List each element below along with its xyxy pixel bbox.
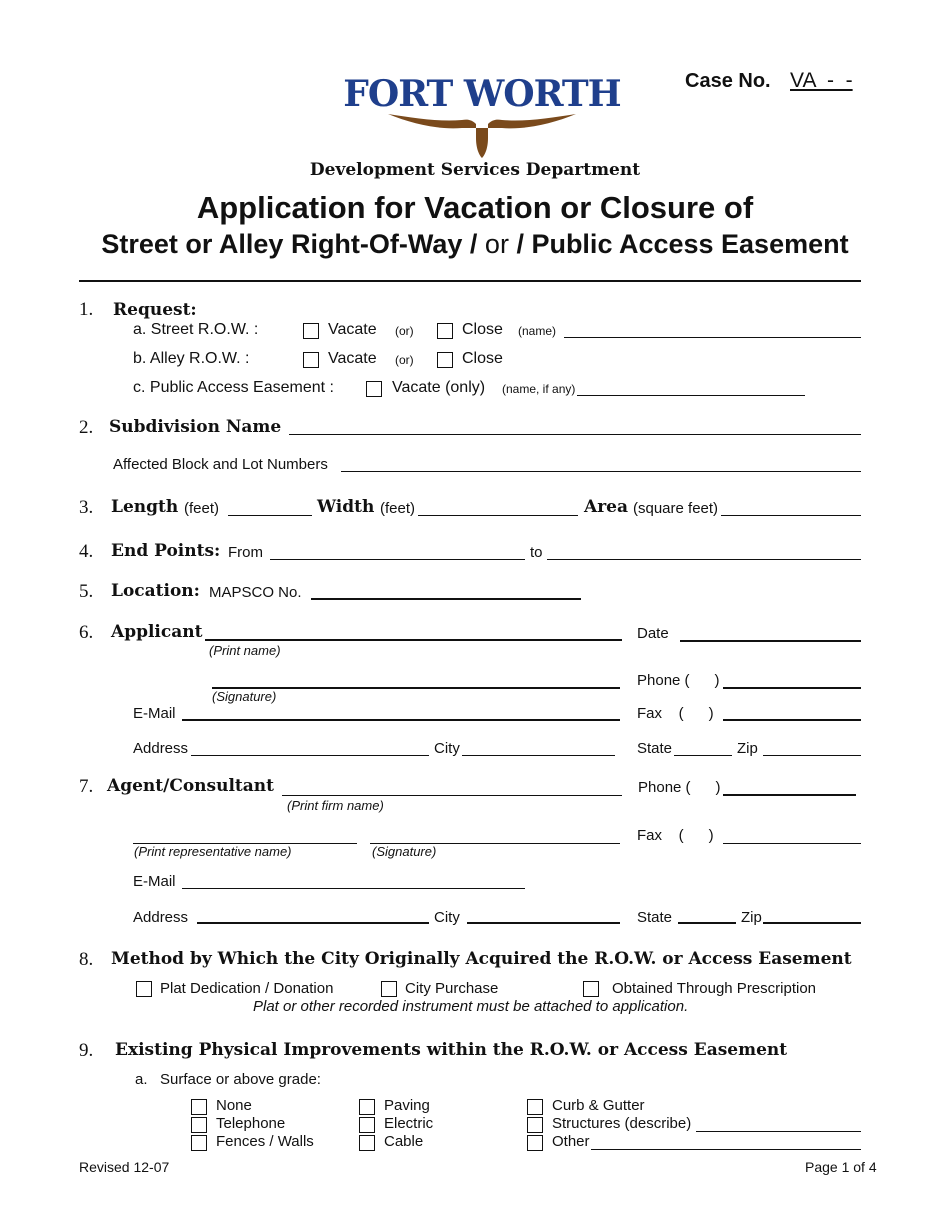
subtitle-or: or (477, 229, 517, 259)
section-7-number: 7. (79, 776, 94, 797)
city-purchase-checkbox[interactable] (381, 981, 397, 997)
curb-gutter-label: Curb & Gutter (552, 1097, 645, 1114)
mapsco-field[interactable] (311, 598, 581, 600)
fences-walls-checkbox[interactable] (191, 1135, 207, 1151)
street-close-checkbox[interactable] (437, 323, 453, 339)
applicant-print-name-caption: (Print name) (209, 643, 281, 658)
affected-block-field[interactable] (341, 471, 861, 472)
area-field[interactable] (721, 515, 861, 516)
applicant-city-field[interactable] (462, 755, 615, 756)
applicant-email-label: E-Mail (133, 705, 176, 722)
from-field[interactable] (270, 559, 525, 560)
to-label: to (530, 544, 543, 561)
agent-signature-caption: (Signature) (372, 844, 437, 859)
applicant-email-field[interactable] (182, 719, 620, 721)
applicant-label: Applicant (111, 622, 203, 642)
section-9-title: Existing Physical Improvements within the R.O.W. or Access Easement (115, 1040, 788, 1060)
structures-label: Structures (describe) (552, 1115, 692, 1132)
easement-name-label: (name, if any) (502, 382, 576, 396)
agent-print-firm-caption: (Print firm name) (287, 798, 384, 813)
section-4-number: 4. (79, 541, 94, 562)
section-6-number: 6. (79, 622, 94, 643)
applicant-phone-field[interactable] (723, 687, 861, 689)
alley-close-checkbox[interactable] (437, 352, 453, 368)
city-purchase-label: City Purchase (405, 980, 499, 997)
section-9-number: 9. (79, 1040, 94, 1061)
area-unit: (square feet) (633, 500, 719, 517)
curb-gutter-checkbox[interactable] (527, 1099, 543, 1115)
agent-city-field[interactable] (467, 922, 620, 924)
width-unit: (feet) (380, 500, 416, 517)
applicant-signature-caption: (Signature) (212, 689, 277, 704)
revised-date: Revised 12-07 (79, 1159, 170, 1175)
fort-worth-logo (343, 68, 621, 160)
cable-label: Cable (384, 1133, 424, 1150)
agent-address-label: Address (133, 909, 189, 926)
alley-vacate-checkbox[interactable] (303, 352, 319, 368)
easement-name-field[interactable] (577, 395, 805, 396)
applicant-address-label: Address (133, 740, 189, 757)
section-8-title: Method by Which the City Originally Acquired the R.O.W. or Access Easement (111, 949, 852, 969)
easement-label: c. Public Access Easement : (133, 379, 334, 396)
easement-vacate-label: Vacate (only) (392, 379, 486, 396)
electric-label: Electric (384, 1115, 434, 1132)
structures-field[interactable] (696, 1131, 861, 1132)
applicant-state-label: State (637, 740, 673, 757)
length-label: Length (111, 497, 179, 517)
structures-checkbox[interactable] (527, 1117, 543, 1133)
agent-address-field[interactable] (197, 922, 429, 924)
cable-checkbox[interactable] (359, 1135, 375, 1151)
paving-checkbox[interactable] (359, 1099, 375, 1115)
telephone-label: Telephone (216, 1115, 286, 1132)
subdivision-name-field[interactable] (289, 434, 861, 435)
section-8-number: 8. (79, 949, 94, 970)
applicant-date-label: Date (637, 625, 669, 642)
section-2-number: 2. (79, 417, 94, 438)
other-field[interactable] (591, 1149, 861, 1150)
mapsco-label: MAPSCO No. (209, 584, 302, 601)
area-label: Area (584, 497, 628, 517)
applicant-zip-field[interactable] (763, 755, 861, 756)
fences-walls-label: Fences / Walls (216, 1133, 314, 1150)
page-number: Page 1 of 4 (805, 1159, 877, 1175)
street-or-label: (or) (395, 324, 414, 338)
applicant-fax-field[interactable] (723, 719, 861, 721)
agent-phone-field[interactable] (723, 794, 856, 796)
case-number-label: Case No. (685, 70, 771, 92)
agent-state-field[interactable] (678, 922, 736, 924)
street-name-label: (name) (518, 324, 557, 338)
paving-label: Paving (384, 1097, 430, 1114)
none-checkbox[interactable] (191, 1099, 207, 1115)
prescription-label: Obtained Through Prescription (612, 980, 817, 997)
alley-row-label: b. Alley R.O.W. : (133, 350, 250, 367)
street-name-field[interactable] (564, 337, 861, 338)
end-points-label: End Points: (111, 541, 221, 561)
plat-attachment-note: Plat or other recorded instrument must be attached to application. (253, 998, 689, 1015)
affected-block-label: Affected Block and Lot Numbers (113, 456, 328, 473)
other-label: Other (552, 1133, 590, 1150)
agent-fax-label: Fax ( ) (637, 827, 714, 844)
agent-city-label: City (434, 909, 460, 926)
street-vacate-label: Vacate (328, 321, 377, 338)
agent-fax-field[interactable] (723, 843, 861, 844)
agent-state-label: State (637, 909, 673, 926)
header-divider (79, 280, 861, 282)
alley-vacate-label: Vacate (328, 350, 377, 367)
easement-vacate-checkbox[interactable] (366, 381, 382, 397)
form-title: Application for Vacation or Closure of (196, 190, 754, 225)
section-1-number: 1. (79, 299, 94, 320)
svg-text:FORT WORTH: FORT WORTH (343, 73, 621, 115)
applicant-name-field[interactable] (205, 639, 622, 641)
applicant-zip-label: Zip (737, 740, 758, 757)
agent-email-label: E-Mail (133, 873, 176, 890)
other-checkbox[interactable] (527, 1135, 543, 1151)
alley-close-label: Close (462, 350, 503, 367)
section-3-number: 3. (79, 497, 94, 518)
agent-print-rep-caption: (Print representative name) (134, 844, 292, 859)
width-label: Width (317, 497, 375, 517)
agent-phone-label: Phone ( ) (638, 779, 721, 796)
applicant-city-label: City (434, 740, 460, 757)
agent-firm-field[interactable] (282, 795, 622, 796)
form-subtitle (0, 229, 950, 260)
section-5-number: 5. (79, 581, 94, 602)
surface-label: a. Surface or above grade: (135, 1071, 321, 1088)
from-label: From (228, 544, 263, 561)
agent-zip-label: Zip (741, 909, 762, 926)
street-close-label: Close (462, 321, 503, 338)
applicant-address-field[interactable] (191, 755, 429, 756)
location-label: Location: (111, 581, 200, 601)
electric-checkbox[interactable] (359, 1117, 375, 1133)
street-row-label: a. Street R.O.W. : (133, 321, 259, 338)
telephone-checkbox[interactable] (191, 1117, 207, 1133)
applicant-state-field[interactable] (674, 755, 732, 756)
plat-dedication-label: Plat Dedication / Donation (160, 980, 334, 997)
street-vacate-checkbox[interactable] (303, 323, 319, 339)
agent-zip-field[interactable] (763, 922, 861, 924)
department-name: Development Services Department (309, 160, 641, 180)
section-1-title: Request: (113, 300, 197, 320)
subdivision-name-label: Subdivision Name (109, 417, 282, 437)
alley-or-label: (or) (395, 353, 414, 367)
width-field[interactable] (418, 515, 578, 516)
applicant-fax-label: Fax ( ) (637, 705, 714, 722)
length-field[interactable] (228, 515, 312, 516)
agent-consultant-label: Agent/Consultant (107, 776, 275, 796)
subtitle-row: Street or Alley Right-Of-Way / (101, 229, 478, 259)
to-field[interactable] (547, 559, 861, 560)
subtitle-easement: / Public Access Easement (516, 229, 849, 259)
agent-email-field[interactable] (182, 888, 525, 889)
plat-dedication-checkbox[interactable] (136, 981, 152, 997)
case-number-value[interactable]: VA - - (790, 69, 853, 92)
none-label: None (216, 1097, 252, 1114)
applicant-date-field[interactable] (680, 640, 861, 642)
prescription-checkbox[interactable] (583, 981, 599, 997)
length-unit: (feet) (184, 500, 220, 517)
applicant-phone-label: Phone ( ) (637, 672, 720, 689)
